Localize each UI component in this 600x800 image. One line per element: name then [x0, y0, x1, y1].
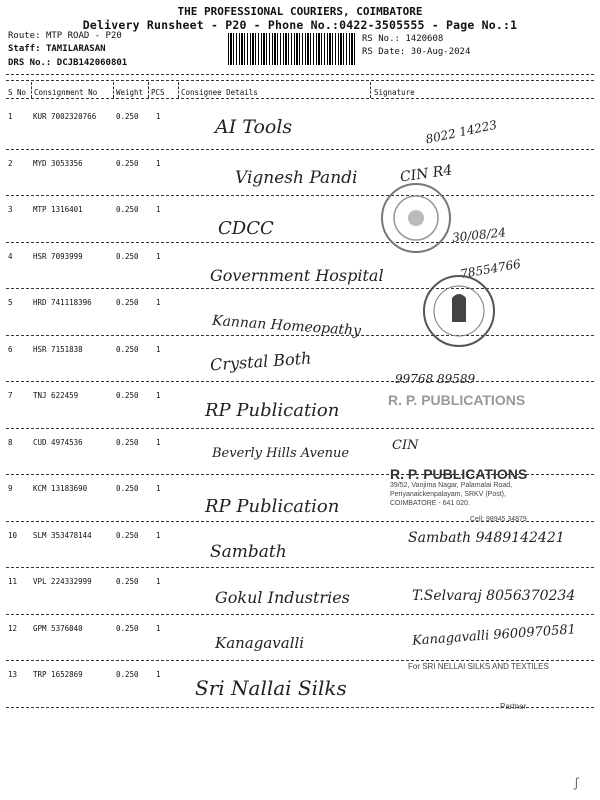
weight-cell: 0.250: [116, 484, 139, 493]
sno-cell: 7: [8, 391, 13, 400]
pcs-cell: 1: [156, 437, 161, 447]
sno-cell: 1: [8, 112, 13, 121]
sno-cell: 4: [8, 251, 13, 261]
weight-cell: 0.250: [116, 577, 139, 586]
sno-cell: 10: [8, 530, 18, 540]
handwritten-consignee: Sri Nallai Silks: [195, 676, 347, 700]
weight-cell: 0.250: [116, 670, 139, 679]
rp-publications-stamp-line: Periyanaickenpalayam, SRKV (Post),: [390, 491, 506, 498]
handwritten-consignee: Kanagavalli: [215, 634, 305, 652]
consignment-cell: HSR 7151838: [33, 344, 83, 354]
drs-value: DCJB142060801: [56, 58, 128, 68]
weight-cell: 0.250: [116, 251, 139, 261]
handwritten-consignee: Crystal Both: [209, 348, 312, 375]
table-row: [6, 106, 594, 152]
weight-cell: 0.250: [116, 344, 139, 354]
drs-line: [8, 58, 127, 68]
col-sep: [31, 82, 32, 98]
handwritten-consignee: Government Hospital: [210, 266, 384, 285]
header-rule-bottom: [6, 98, 594, 99]
row-separator: [6, 242, 594, 243]
handwritten-consignee: RP Publication: [205, 496, 340, 517]
handwritten-consignee: AI Tools: [215, 116, 293, 138]
handwritten-signature: 30/08/24: [451, 225, 507, 245]
consignment-cell: MYD 3053356: [33, 158, 83, 168]
staff-label: Staff:: [8, 44, 41, 54]
sno-cell: 8: [8, 437, 13, 447]
rp-publications-stamp-line: Cell: 98945 34879: [470, 516, 527, 523]
staff-value: TAMILARASAN: [45, 44, 106, 54]
handwritten-consignee: Sambath: [210, 542, 287, 562]
sno-cell: 9: [8, 484, 13, 493]
drs-label: DRS No.:: [8, 58, 52, 68]
consignment-cell: KUR 7002320766: [33, 112, 97, 121]
sno-cell: 11: [8, 577, 18, 586]
rp-publications-stamp-faint: R. P. PUBLICATIONS: [388, 392, 526, 408]
weight-cell: 0.250: [116, 298, 139, 307]
consignment-cell: TRP 1652869: [33, 670, 83, 679]
weight-cell: 0.250: [116, 623, 139, 633]
sno-cell: 6: [8, 344, 13, 354]
barcode: [228, 33, 356, 65]
rs-date-label: RS Date:: [362, 47, 406, 57]
rs-date-line: [362, 47, 470, 57]
handwritten-signature: 99768 89589: [395, 372, 476, 386]
route-line: [8, 31, 122, 41]
col-header-sno: S No: [8, 88, 27, 97]
col-header-signature: Signature: [374, 88, 415, 97]
row-separator: [6, 381, 594, 382]
rp-publications-stamp-line: 39/52, Vanjima Nagar, Palamalai Road,: [390, 482, 513, 489]
sno-cell: 3: [8, 205, 13, 214]
weight-cell: 0.250: [116, 205, 139, 214]
col-sep: [178, 82, 179, 98]
partner-label: Partner: [500, 702, 527, 711]
col-sep: [148, 82, 149, 98]
row-separator: [6, 149, 594, 150]
handwritten-signature: CIN: [392, 438, 419, 453]
pcs-cell: 1: [156, 112, 161, 121]
pcs-cell: 1: [156, 205, 161, 214]
handwritten-consignee: CDCC: [218, 218, 274, 239]
weight-cell: 0.250: [116, 158, 139, 168]
handwritten-consignee: Vignesh Pandi: [235, 168, 358, 188]
header-rule-top-2: [6, 80, 594, 81]
col-sep: [113, 82, 114, 98]
pcs-cell: 1: [156, 391, 161, 400]
col-header-consignee: Consignee Details: [181, 88, 258, 97]
rp-publications-stamp-line: COIMBATORE - 641 020.: [390, 500, 470, 507]
consignment-cell: MTP 1316401: [33, 205, 83, 214]
handwritten-signature: 78554766: [459, 256, 522, 282]
rs-no-value: 1420608: [405, 34, 444, 44]
header-rule-top: [6, 74, 594, 75]
handwritten-signature: Sambath 9489142421: [408, 530, 565, 546]
document-title: THE PROFESSIONAL COURIERS, COIMBATORE: [177, 5, 423, 18]
row-separator: [6, 288, 594, 289]
col-sep: [370, 82, 371, 98]
handwritten-consignee: Beverly Hills Avenue: [212, 446, 350, 461]
consignment-cell: TNJ 622459: [33, 391, 79, 400]
weight-cell: 0.250: [116, 391, 139, 400]
staff-line: [8, 44, 106, 54]
medical-centre-stamp: [420, 272, 498, 350]
sno-cell: 12: [8, 623, 18, 633]
consignment-cell: CUD 4974536: [33, 437, 83, 447]
consignment-cell: HSR 7093999: [33, 251, 83, 261]
pcs-cell: 1: [156, 251, 161, 261]
handwritten-signature: T.Selvaraj 8056370234: [412, 588, 576, 604]
sno-cell: 2: [8, 158, 13, 168]
pcs-cell: 1: [156, 484, 161, 493]
handwritten-consignee: RP Publication: [205, 400, 340, 421]
consignment-cell: VPL 224332999: [33, 577, 92, 586]
route-label: Route:: [8, 31, 41, 41]
handwritten-signature: CIN R4: [399, 162, 454, 186]
col-header-weight: Weight: [116, 88, 144, 97]
consignment-cell: SLM 353478144: [33, 530, 92, 540]
nellai-silks-stamp: For SRI NELLAI SILKS AND TEXTILES: [408, 662, 549, 671]
pcs-cell: 1: [156, 670, 161, 679]
row-separator: [6, 660, 594, 661]
consignment-cell: HRD 741118396: [33, 298, 92, 307]
row-separator: [6, 567, 594, 568]
rp-publications-stamp-title: R. P. PUBLICATIONS: [390, 466, 528, 482]
rs-no-label: RS No.:: [362, 34, 400, 44]
pcs-cell: 1: [156, 344, 161, 354]
handwritten-signature: Kanagavalli 9600970581: [411, 622, 577, 649]
weight-cell: 0.250: [116, 530, 139, 540]
col-header-pcs: PCS: [151, 88, 165, 97]
row-separator: [6, 614, 594, 615]
sno-cell: 5: [8, 298, 13, 307]
weight-cell: 0.250: [116, 112, 139, 121]
pcs-cell: 1: [156, 577, 161, 586]
pcs-cell: 1: [156, 623, 161, 633]
route-value: MTP ROAD - P20: [45, 31, 122, 41]
handwritten-consignee: Kannan Homeopathy: [211, 312, 362, 340]
handwritten-consignee: Gokul Industries: [215, 588, 350, 607]
col-header-consignment: Consignment No: [34, 88, 98, 97]
row-separator: [6, 428, 594, 429]
row-separator: [6, 195, 594, 196]
pcs-cell: 1: [156, 530, 161, 540]
consignment-cell: GPM 5376040: [33, 623, 83, 633]
pcs-cell: 1: [156, 298, 161, 307]
runsheet-subtitle: Delivery Runsheet - P20 - Phone No.:0422-3505555 - Page No.:1: [82, 18, 518, 32]
rs-date-value: 30-Aug-2024: [410, 47, 471, 57]
page-mark: ʃ: [572, 776, 580, 790]
handwritten-signature: 8022 14223: [424, 117, 499, 147]
pcs-cell: 1: [156, 158, 161, 168]
round-office-stamp: [378, 180, 454, 256]
consignment-cell: KCM 13183690: [33, 484, 88, 493]
weight-cell: 0.250: [116, 437, 139, 447]
rs-no-line: [362, 34, 443, 44]
sno-cell: 13: [8, 670, 18, 679]
